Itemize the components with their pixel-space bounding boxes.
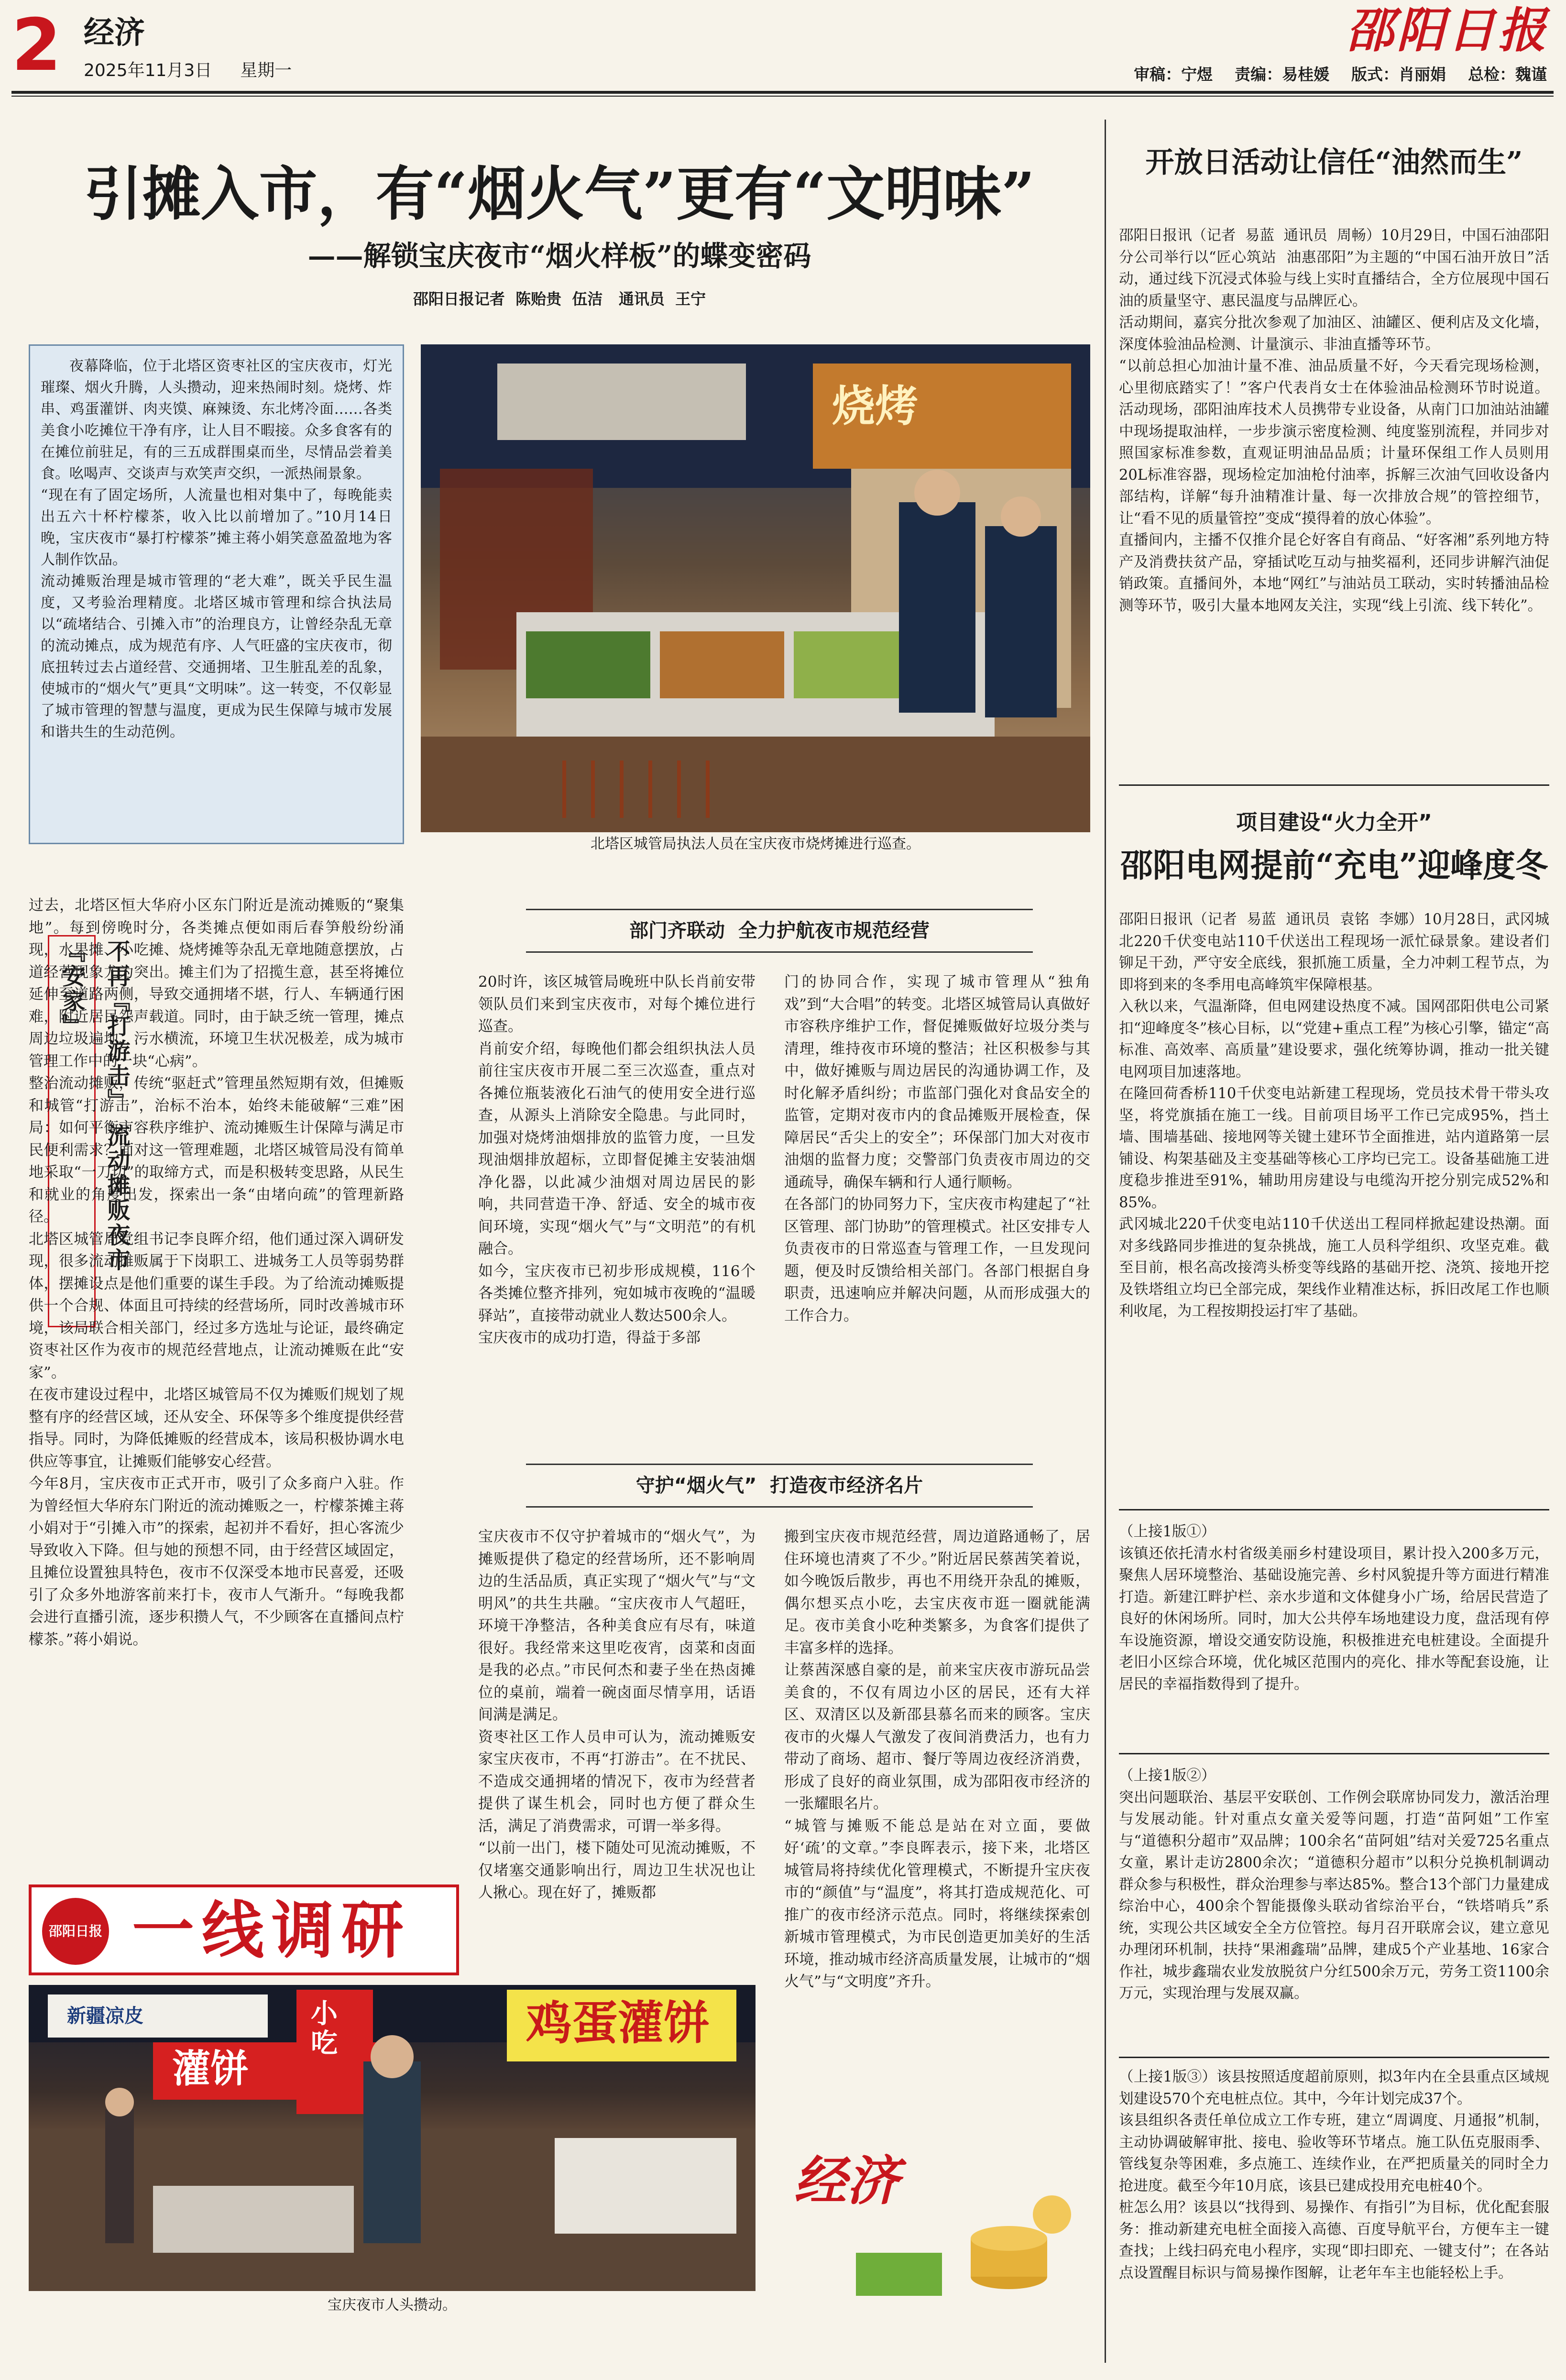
paper-name: 邵阳日报 bbox=[1346, 2, 1549, 58]
a1-body: 邵阳日报讯（记者 易蓝 通讯员 周畅）10月29日，中国石油邵阳分公司举行以“匠心筑站 油惠邵阳”为主题的“中国石油开放日”活动，通过线下沉浸式体验与线上实时直播结合，全方位展现中国石油的质量坚守、惠民温度与品牌匠心。 活动期间，嘉宾分批次参观了加油区、油罐区、便利店及文化墙，深度体验油品检测、计量演示、非油直播等环节。 “以前总担心加油计量不准、油品质量不好，今天看完现场检测，心里彻底踏实了！”客户代表肖女士在体验油品检测环节时说道。活动现场，邵阳油库技术人员携带专业设备，从南门口加油站油罐中现场提取油样，一步步演示密度检测、纯度鉴别流程，并同步对照国家标准参数，直观证明油品品质；计量环保组工作人员则用20L标准容器，现场检定加油枪付油率，拆解三次油气回收设备内部结构，详解“每升油精准计量、每一次排放合规”的管控细节，让“看不见的质量管控”变成“摸得着的放心体验”。 直播间内，主播不仅推介昆仑好客自有商品、“好客湘”系列地方特产及消费扶贫产品，穿插试吃互动与抽奖福利，还同步讲解汽油促销政策。直播间外，本地“网红”与油站员工联动，实时转播油品检测等环节，吸引大量本地网友关注，实现“线上引流、线下转化”。 bbox=[1119, 227, 1549, 614]
banner-logo bbox=[42, 1898, 109, 1965]
continued-3: （上接1版③）该县按照适度超前原则，拟3年内在全县重点区域规划建设570个充电桩点位。其中，今年计划完成37个。 该县组织各责任单位成立工作专班，建立“周调度、月通报”机制，主动协调破解审批、接电、验收等环节堵点。施工队伍克服雨季、管线复杂等困难，多点施工、连续作业，在严把质量关的同时全力抢进度。截至今年10月底，该县已建成投用充电桩40个。 桩怎么用？该县以“找得到、易操作、有指引”为目标，优化配套服务：推动新建充电桩全面接入高德、百度导航平台，方便车主一键查找；上线扫码充电小程序，实现“即扫即充、一键支付”；在各站点设置醒目标识与简易操作图解，让老年车主也能轻松上手。 bbox=[1119, 2069, 1549, 2281]
photo2-sign-3: 新疆凉皮 bbox=[67, 2005, 143, 2027]
main-byline: 邵阳日报记者 陈贻贵 伍洁 通讯员 王宁 bbox=[413, 290, 706, 308]
a1-separator bbox=[1119, 784, 1549, 786]
section2-title: 部门齐联动 全力护航夜市规范经营 bbox=[526, 909, 1033, 953]
night-market-photo bbox=[29, 1985, 756, 2291]
photo2-caption: 宝庆夜市人头攒动。 bbox=[328, 2297, 457, 2314]
photo2-sign-2: 小吃 bbox=[311, 1998, 338, 2059]
photo1-sign-0: 烧烤 bbox=[832, 381, 918, 431]
a2-title: 邵阳电网提前“充电”迎峰度冬 bbox=[1120, 847, 1548, 885]
c1-separator bbox=[1119, 1753, 1549, 1754]
main-headline: 引摊入市，有“烟火气”更有“文明味” bbox=[84, 159, 1035, 228]
banner-label: 一线调研 bbox=[132, 1894, 412, 1967]
main-subheadline: ——解锁宝庆夜市“烟火样板”的蝶变密码 bbox=[307, 240, 811, 272]
a2-body: 邵阳日报讯（记者 易蓝 通讯员 袁铭 李娜）10月28日，武冈城北220千伏变电站110千伏送出工程现场一派忙碌景象。建设者们铆足干劲，严守安全底线，狠抓施工质量，全力冲刺工程节点，为即将到来的冬季用电高峰筑牢保障根基。 入秋以来，气温渐降，但电网建设热度不减。国网邵阳供电公司紧扣“迎峰度冬”核心目标，以“党建+重点工程”为核心引擎，锚定“高标准、高效率、高质量”建设要求，强化统筹协调，推动一批关键电网项目加速落地。 在隆回荷香桥110千伏变电站新建工程现场，党员技术骨干带头攻坚，将党旗插在施工一线。目前项目场平工作已完成95%，挡土墙、围墙基础、接地网等关键土建环节全面推进，站内道路第一层铺设、构架基础及主变基础等核心工序均已完工。设备基础施工进度稳步推进至91%，辅助用房建设与电缆沟开挖分别完成52%和85%。 武冈城北220千伏变电站110千伏送出工程同样掀起建设热潮。面对多线路同步推进的复杂挑战，施工人员科学组织、攻坚克难。截至目前，根名高改接湾头桥变等线路的基础开挖、浇筑、接地开挖及铁塔组立均已全部完成，架线作业精准达标，拆旧改尾工作也顺利收尾，为工程按期投运打牢了基础。 bbox=[1119, 911, 1549, 1320]
main-col-2: 20时许，该区城管局晚班中队长肖前安带领队员们来到宝庆夜市，对每个摊位进行巡查。 肖前安介绍，每晚他们都会组织执法人员前往宝庆夜市开展二至三次巡查，重点对各摊位瓶装液化石油气的使用安全进行巡查，从源头上消除安全隐患。与此同时，加强对烧烤油烟排放的监管力度，一旦发现油烟排放超标，立即督促摊主安装油烟净化器，以此减少油烟对周边居民的影响，共同营造干净、舒适、安全的城市夜间环境，实现“烟火气”与“文明范”的有机融合。 如今，宝庆夜市已初步形成规模，116个各类摊位整齐排列，宛如城市夜晚的“温暖驿站”，直接带动就业人数达500余人。 宝庆夜市的成功打造，得益于多部 bbox=[478, 973, 756, 1346]
main-col-1: 过去，北塔区恒大华府小区东门附近是流动摊贩的“聚集地”。每到傍晚时分，各类摊点便如雨后春笋般纷纷涌现，水果摊、小吃摊、烧烤摊等杂乱无章地随意摆放，占道经营现象尤为突出。摊主们为了招揽生意，甚至将摊位延伸至道路两侧，导致交通拥堵不堪，行人、车辆通行困难，附近居民怨声载道。同时，由于缺乏统一管理，摊点周边垃圾遍地、污水横流，环境卫生状况极差，成为城市管理工作中的一块“心病”。 整治流动摊贩，传统“驱赶式”管理虽然短期有效，但摊贩和城管“打游击”，治标不治本，始终未能破解“三难”困局：如何平衡市容秩序维护、流动摊贩生计保障与满足市民便利需求？面对这一管理难题，北塔区城管局没有简单地采取“一刀切”的取缔方式，而是积极转变思路，从民生和就业的角度出发，探索出一条“由堵向疏”的管理新路径。 北塔区城管局党组书记李良晖介绍，他们通过深入调研发现，很多流动摊贩属于下岗职工、进城务工人员等弱势群体，摆摊设点是他们重要的谋生手段。为了给流动摊贩提供一个合规、体面且可持续的经营场所，同时改善城市环境，该局联合相关部门，经过多方选址与论证，最终确定资枣社区作为夜市的规范经营地点，让流动摊贩在此“安家”。 在夜市建设过程中，北塔区城管局不仅为摊贩们规划了规整有序的经营区域，还从安全、环保等多个维度提供经营指导。同时，为降低摊贩的经营成本，该局积极协调水电供应等事宜，让摊贩们能够安心经营。 今年8月，宝庆夜市正式开市，吸引了众多商户入驻。作为曾经恒大华府东门附近的流动摊贩之一，柠檬茶摊主蒋小娟对于“引摊入市”的探索，起初并不看好，担心客流少导致收入下降。但与她的预想不同，由于经营区域固定，且摊位设置独具特色，夜市不仅深受本地市民喜爱，还吸引了众多外地游客前来打卡，夜市人气渐升。“每晚我都会进行直播引流，逐步积攒人气，不少顾客在直播间点柠檬茶。”蒋小娟说。 bbox=[29, 897, 404, 1648]
masthead-rule bbox=[11, 91, 1554, 94]
page-number: 2 bbox=[11, 4, 62, 87]
section3-title: 守护“烟火气” 打造夜市经济名片 bbox=[526, 1464, 1033, 1508]
c2-separator bbox=[1119, 2057, 1549, 2058]
section-name: 经济 bbox=[84, 15, 145, 51]
main-col-5: 搬到宝庆夜市规范经营，周边道路通畅了，居住环境也清爽了不少。”附近居民蔡茜笑着说，如今晚饭后散步，再也不用绕开杂乱的摊贩，偶尔想买点小吃，去宝庆夜市逛一圈就能满足。夜市美食小吃种类繁多，为食客们提供了丰富多样的选择。 让蔡茜深感自豪的是，前来宝庆夜市游玩品尝美食的，不仅有周边小区的居民，还有大祥区、双清区以及新邵县慕名而来的顾客。宝庆夜市的火爆人气激发了夜间消费活力，也有力带动了商场、超市、餐厅等周边夜经济消费，形成了良好的商业氛围，成为邵阳夜市经济的一张耀眼名片。 “城管与摊贩不能总是站在对立面，要做好‘疏’的文章。”李良晖表示，接下来，北塔区城管局将持续优化管理模式，不断提升宝庆夜市的“颜值”与“温度”，将其打造成规范化、可推广的夜市经济示范点。同时，将继续探索创新城市管理模式，为市民创造更加美好的生活环境，推动城市经济高质量发展，让城市的“烟火气”与“文明度”齐升。 bbox=[784, 1528, 1090, 1990]
banner-logo-text: 邵阳日报 bbox=[48, 1923, 102, 1939]
photo1-caption: 北塔区城管局执法人员在宝庆夜市烧烤摊进行巡查。 bbox=[591, 836, 920, 852]
main-col-3: 门的协同合作，实现了城市管理从“独角戏”到“大合唱”的转变。北塔区城管局认真做好市容秩序维护工作，督促摊贩做好垃圾分类与清理，维持夜市环境的整洁；社区积极参与其中，做好摊贩与周边居民的沟通协调工作，及时化解矛盾纠纷；市监部门强化对食品安全的监管，定期对夜市内的食品摊贩开展检查，保障居民“舌尖上的安全”；环保部门加大对夜市油烟的监督力度；交警部门负责夜市周边的交通疏导，确保车辆和行人通行顺畅。 在各部门的协同努力下，宝庆夜市构建起了“社区管理、部门协助”的管理模式。社区安排专人负责夜市的日常巡查与管理工作，一旦发现问题，便及时反馈给相关部门。各部门根据自身职责，迅速响应并解决问题，从而形成强大的工作合力。 bbox=[784, 973, 1090, 1324]
main-col-4: 宝庆夜市不仅守护着城市的“烟火气”，为摊贩提供了稳定的经营场所，还不影响周边的生活品质，真正实现了“烟火气”与“文明风”的共生共融。“宝庆夜市人气超旺，环境干净整洁，各种美食应有尽有，味道很好。我经常来这里吃夜宵，卤菜和卤面是我的必点。”市民何杰和妻子坐在热卤摊位的桌前，端着一碗卤面尽情享用，话语间满是满足。 资枣社区工作人员申可认为，流动摊贩安家宝庆夜市，不再“打游击”。在不扰民、不造成交通拥堵的情况下，夜市为经营者提供了谋生机会，同时也方便了群众生活，满足了消费需求，可谓一举多得。 “以前一出门，楼下随处可见流动摊贩，不仅堵塞交通影响出行，周边卫生状况也让人揪心。现在好了，摊贩都 bbox=[478, 1528, 756, 1901]
stamp-text: 经济 bbox=[794, 2150, 899, 2212]
photo2-sign-0: 鸡蛋灌饼 bbox=[526, 1996, 710, 2050]
editors-line: 审稿：宁煜 责编：易桂媛 版式：肖丽娟 总检：魏谨 bbox=[1134, 65, 1547, 84]
a1-title: 开放日活动让信任“油然而生” bbox=[1145, 146, 1523, 179]
patrol-photo bbox=[421, 344, 1090, 832]
patrol-photo-art bbox=[421, 344, 1090, 832]
weekday: 星期一 bbox=[240, 61, 292, 80]
photo2-sign-1: 灌饼 bbox=[172, 2047, 249, 2091]
masthead-rule-thin bbox=[11, 96, 1554, 97]
right-column-divider bbox=[1105, 120, 1106, 2363]
issue-date bbox=[84, 60, 292, 81]
lead-text: 夜幕降临，位于北塔区资枣社区的宝庆夜市，灯光璀璨、烟火升腾，人头攒动，迎来热闹时刻。烧烤、炸串、鸡蛋灌饼、肉夹馍、麻辣烫、东北烤冷面……各类美食小吃摊位干净有序，让人目不暇接。众多食客有的在摊位前驻足，有的三五成群围桌而坐，尽情品尝着美食。吆喝声、交谈声与欢笑声交织，一派热闹景象。 “现在有了固定场所，人流量也相对集中了，每晚能卖出五六十杯柠檬茶，收入比以前增加了。”10月14日晚，宝庆夜市“暴打柠檬茶”摊主蒋小娟笑意盈盈地为客人制作饮品。 流动摊贩治理是城市管理的“老大难”，既关乎民生温度，又考验治理精度。北塔区城市管理和综合执法局以“疏堵结合、引摊入市”的治理良方，让曾经杂乱无章的流动摊点，成为规范有序、人气旺盛的宝庆夜市，彻底扭转过去占道经营、交通拥堵、卫生脏乱差的乱象，使城市的“烟火气”更具“文明味”。这一转变，不仅彰显了城市管理的智慧与温度，更成为民生保障与城市发展和谐共生的生动范例。 bbox=[41, 358, 392, 740]
a2-kicker: 项目建设“火力全开” bbox=[1236, 810, 1432, 835]
date: 2025年11月3日 bbox=[84, 61, 212, 80]
sidebar-label: 不再『打游击』 流动摊贩夜市『安家』 bbox=[58, 939, 130, 1273]
continued-1: （上接1版①） 该镇还依托清水村省级美丽乡村建设项目，累计投入200多万元，聚焦人居环境整治、基础设施完善、乡村风貌提升等方面进行精准打造。新建江畔护栏、亲水步道和文体健身小广场，给居民营造了良好的休闲场所。同时，加大公共停车场地建设力度，盘活现有停车设施资源，增设交通安防设施，积极推进充电桩建设。全面提升老旧小区综合环境，优化城区范围内的亮化、排水等配套设施，让居民的幸福指数得到了提升。 bbox=[1119, 1523, 1549, 1693]
economy-stamp bbox=[784, 2143, 1090, 2315]
a2-separator bbox=[1119, 1509, 1549, 1510]
lead-box bbox=[29, 344, 404, 844]
continued-2: （上接1版②） 突出问题联治、基层平安联创、工作例会联席协同发力，激活治理与发展动能。针对重点女童关爱等问题，打造“苗阿姐”工作室与“道德积分超市”双品牌；100余名“苗阿姐”结对关爱725名重点女童，累计走访2800余次；“道德积分超市”以积分兑换机制调动群众参与积极性，群众治理参与率达85%。整合13个部门力量建成综治中心，400余个智能摄像头联动省综治平台，“铁塔哨兵”系统，实现公共区域安全全方位管控。每月召开联席会议，建立意见办理闭环机制，扶持“果湘鑫瑞”品牌，建成5个产业基地、16家合作社，城步鑫瑞农业发放脱贫户分红500余万元，劳务工资1100余万元，实现治理与发展双赢。 bbox=[1119, 1767, 1549, 2002]
research-banner bbox=[29, 1884, 459, 1975]
